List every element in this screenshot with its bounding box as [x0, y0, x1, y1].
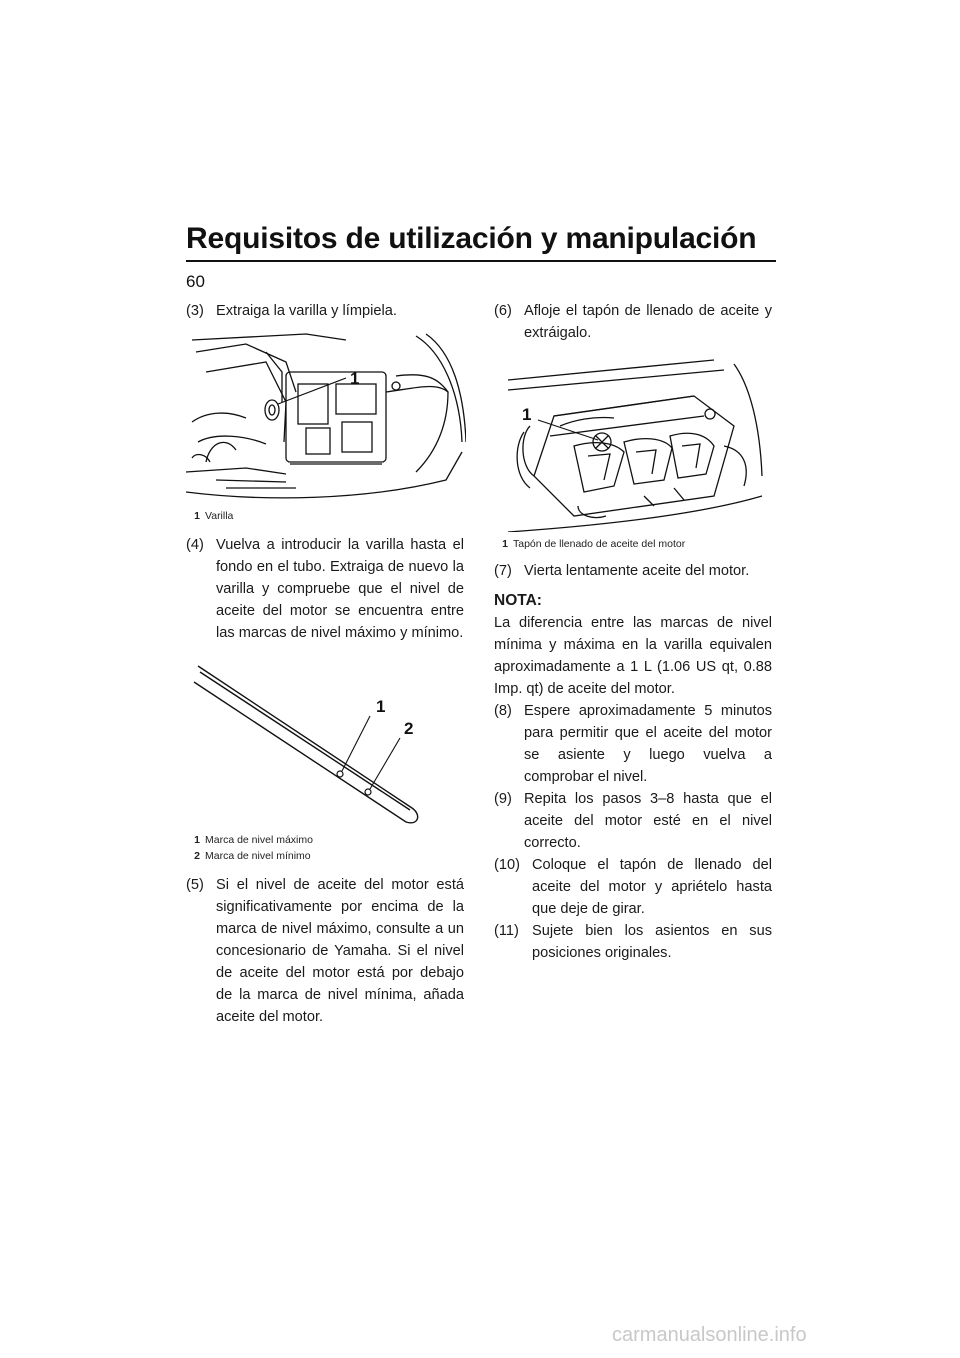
figure1-callout: 1: [350, 369, 360, 388]
step-text: Espere aproximadamente 5 minutos para permitir que el aceite del motor se asiente y luego vuelva a comprobar el nivel.: [524, 703, 772, 785]
step-5: [186, 874, 464, 1028]
step-4: [186, 534, 464, 644]
watermark: carmanualsonline.info: [612, 1324, 807, 1346]
dipstick-marks-figure: [186, 658, 464, 828]
figure2-callout-2: 2: [404, 719, 414, 738]
figure2-caption-1: 1 Marca de nivel máximo: [194, 834, 313, 846]
step-6: [494, 300, 772, 344]
left-column: [186, 300, 464, 1028]
header-rule: [186, 260, 776, 262]
step-text: Repita los pasos 3–8 hasta que el aceite del motor esté en el nivel correcto.: [524, 791, 772, 851]
step-text: Sujete bien los asientos en sus posiciones originales.: [532, 923, 772, 961]
dipstick-location-figure: [186, 332, 464, 504]
step-11: [494, 920, 772, 964]
engine-top-illustration: [494, 356, 774, 532]
step-9: [494, 788, 772, 854]
step-text: Vierta lentamente aceite del motor.: [524, 563, 750, 579]
step-number: (7): [494, 563, 512, 579]
figure1-caption: 1 Varilla: [194, 510, 234, 522]
dipstick-illustration: [186, 658, 466, 828]
page-title: Requisitos de utilización y manipulación: [186, 222, 757, 255]
step-number: (5): [186, 877, 204, 893]
step-text: Afloje el tapón de llenado de aceite y extráigalo.: [524, 303, 772, 341]
step-3: [186, 300, 464, 322]
step-7: [494, 560, 772, 582]
step-text: Coloque el tapón de llenado del aceite del motor y apriételo hasta que deje de girar.: [532, 857, 772, 917]
step-number: (9): [494, 791, 512, 807]
engine-compartment-illustration: [186, 332, 466, 504]
figure3-caption: 1 Tapón de llenado de aceite del motor: [502, 538, 686, 550]
note-body: La diferencia entre las marcas de nivel mínima y máxima en la varilla equivalen aproximadamente a 1 L (1.06 US qt, 0.88 Imp. qt) de aceite del motor.: [494, 615, 772, 697]
step-text: Vuelva a introducir la varilla hasta el fondo en el tubo. Extraiga de nuevo la varilla y compruebe que el nivel de aceite del motor se encuentra entre las marcas de nivel máximo y mínimo.: [216, 537, 464, 641]
step-8: [494, 700, 772, 788]
figure2-callout-1: 1: [376, 697, 386, 716]
step-number: (11): [494, 923, 519, 939]
step-number: (10): [494, 857, 520, 873]
right-column: [494, 300, 772, 964]
oil-filler-cap-figure: [494, 356, 772, 532]
step-text: Extraiga la varilla y límpiela.: [216, 303, 397, 319]
step-number: (3): [186, 303, 204, 319]
page-number: 60: [186, 272, 205, 291]
step-number: (6): [494, 303, 512, 319]
step-10: [494, 854, 772, 920]
step-text: Si el nivel de aceite del motor está significativamente por encima de la marca de nivel máximo, consulte a un concesionario de Yamaha. Si el nivel de aceite del motor está por debajo de la marca de nivel mínima, añada aceite del motor.: [216, 877, 464, 1025]
figure3-callout: 1: [522, 405, 532, 424]
step-number: (8): [494, 703, 512, 719]
note-heading: NOTA:: [494, 592, 542, 609]
step-number: (4): [186, 537, 204, 553]
figure2-caption-2: 2 Marca de nivel mínimo: [194, 850, 311, 862]
